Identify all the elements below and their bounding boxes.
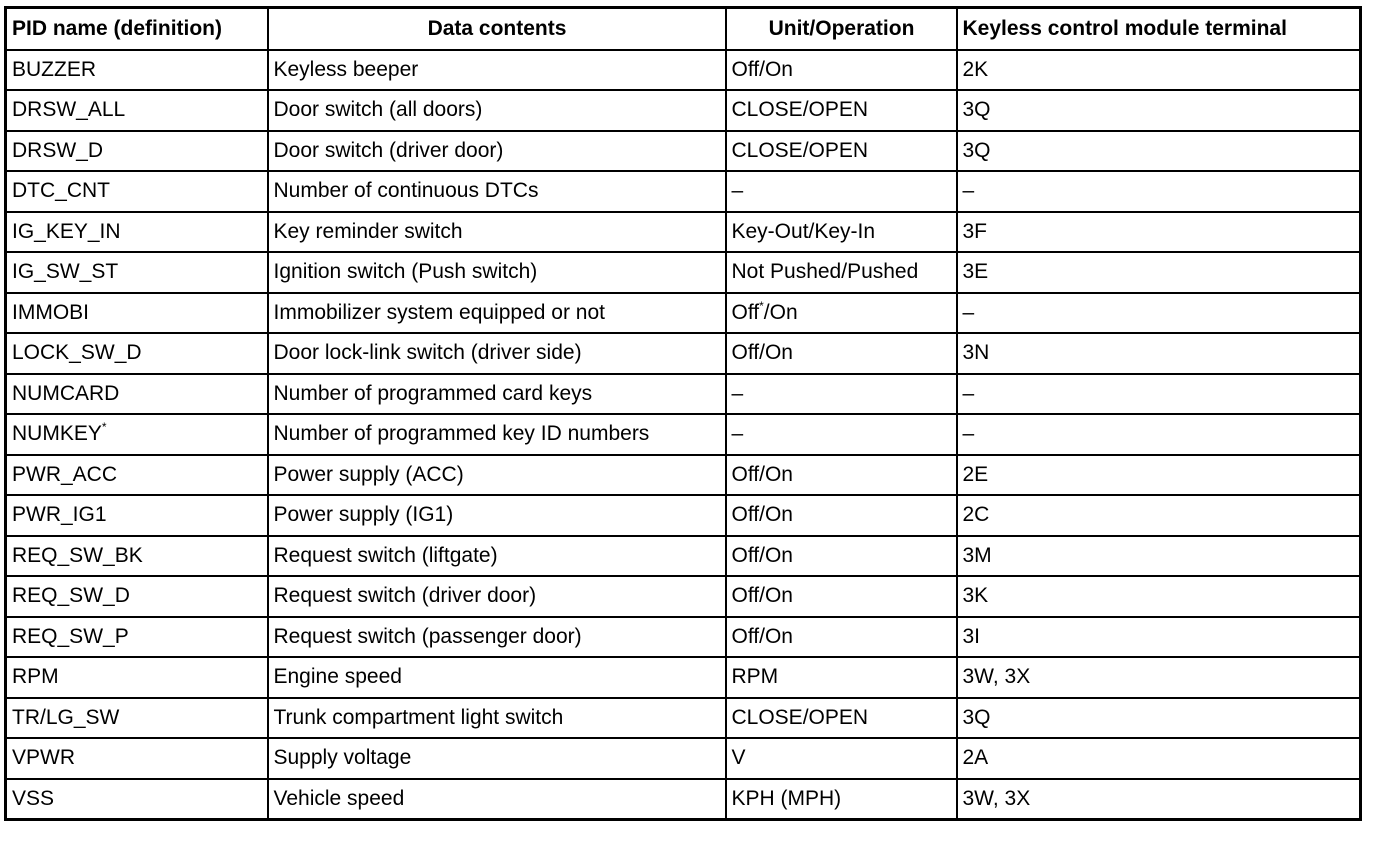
table-row [6, 374, 1361, 415]
pid-name-cell [6, 414, 268, 455]
table-row [6, 698, 1361, 739]
unit-operation-cell [726, 333, 957, 374]
terminal-cell: 2C [957, 495, 1361, 536]
terminal-cell: 2E [957, 455, 1361, 496]
unit-value: – [731, 381, 744, 405]
terminal-cell: 3N [957, 333, 1361, 374]
header-unit-operation: Unit/Operation [726, 8, 957, 50]
table-row [6, 657, 1361, 698]
data-contents-cell: Door switch (driver door) [268, 131, 726, 172]
unit-operation-cell [726, 131, 957, 172]
unit-operation-cell [726, 252, 957, 293]
pid-name: PWR_IG1 [12, 503, 107, 527]
data-contents-cell: Request switch (liftgate) [268, 536, 726, 577]
pid-name: LOCK_SW_D [12, 341, 142, 365]
unit-footnote-mark: * [759, 298, 764, 313]
terminal-cell: 3Q [957, 131, 1361, 172]
data-contents-cell: Door switch (all doors) [268, 90, 726, 131]
pid-name: PWR_ACC [12, 462, 118, 486]
terminal-cell: 3I [957, 617, 1361, 658]
pid-name-cell [6, 657, 268, 698]
data-contents-cell: Engine speed [268, 657, 726, 698]
table-body [6, 50, 1361, 820]
pid-name: TR/LG_SW [12, 705, 120, 729]
data-contents-cell: Request switch (driver door) [268, 576, 726, 617]
unit-operation-cell [726, 50, 957, 91]
pid-table [4, 6, 1362, 821]
unit-value: Off/On [731, 584, 793, 608]
unit-value: – [731, 179, 744, 203]
data-contents-cell: Number of programmed key ID numbers [268, 414, 726, 455]
unit-value: RPM [731, 665, 779, 689]
pid-name-cell [6, 495, 268, 536]
unit-value: KPH (MPH) [731, 786, 842, 810]
terminal-cell: 3M [957, 536, 1361, 577]
terminal-cell: – [957, 171, 1361, 212]
data-contents-cell: Key reminder switch [268, 212, 726, 253]
unit-value: Off [731, 300, 760, 324]
unit-value: – [731, 422, 744, 446]
unit-value: Off/On [731, 57, 793, 81]
unit-value: Not Pushed/Pushed [731, 260, 919, 284]
pid-name-cell [6, 698, 268, 739]
pid-name: IG_KEY_IN [12, 219, 121, 243]
unit-operation-cell [726, 374, 957, 415]
terminal-cell: 2A [957, 738, 1361, 779]
data-contents-cell: Door lock-link switch (driver side) [268, 333, 726, 374]
pid-name: VPWR [12, 746, 75, 770]
header-terminal: Keyless control module terminal [957, 8, 1361, 50]
unit-operation-cell [726, 576, 957, 617]
unit-value: Key-Out/Key-In [731, 219, 876, 243]
pid-name: DTC_CNT [12, 179, 110, 203]
unit-value: Off/On [731, 341, 793, 365]
unit-value: Off/On [731, 624, 793, 648]
pid-name-cell [6, 617, 268, 658]
unit-operation-cell [726, 171, 957, 212]
data-contents-cell: Immobilizer system equipped or not [268, 293, 726, 334]
table-row [6, 738, 1361, 779]
unit-value: Off/On [731, 462, 793, 486]
pid-name-cell [6, 536, 268, 577]
header-pid-name: PID name (definition) [6, 8, 268, 50]
pid-name: RPM [12, 665, 59, 689]
terminal-cell: 3E [957, 252, 1361, 293]
unit-operation-cell [726, 495, 957, 536]
terminal-cell: 3F [957, 212, 1361, 253]
unit-value: Off/On [731, 543, 793, 567]
header-row [6, 8, 1361, 50]
pid-name-cell [6, 333, 268, 374]
pid-name-cell [6, 50, 268, 91]
pid-name-cell [6, 576, 268, 617]
unit-operation-cell [726, 698, 957, 739]
pid-name: NUMKEY [12, 422, 102, 446]
table-row [6, 495, 1361, 536]
unit-value: CLOSE/OPEN [731, 98, 869, 122]
terminal-cell: 2K [957, 50, 1361, 91]
data-contents-cell: Number of continuous DTCs [268, 171, 726, 212]
table-row [6, 779, 1361, 820]
pid-name-cell [6, 293, 268, 334]
unit-operation-cell [726, 212, 957, 253]
pid-name: REQ_SW_BK [12, 543, 143, 567]
pid-name-cell [6, 131, 268, 172]
unit-operation-cell [726, 779, 957, 820]
table-row [6, 617, 1361, 658]
pid-name-cell [6, 738, 268, 779]
table-row [6, 252, 1361, 293]
table-row [6, 576, 1361, 617]
terminal-cell: – [957, 414, 1361, 455]
unit-value: CLOSE/OPEN [731, 705, 869, 729]
table-row [6, 90, 1361, 131]
table-row [6, 212, 1361, 253]
table-row [6, 333, 1361, 374]
pid-name: DRSW_ALL [12, 98, 126, 122]
unit-value-rest: /On [763, 300, 798, 324]
unit-operation-cell [726, 738, 957, 779]
unit-operation-cell [726, 536, 957, 577]
table-header [6, 8, 1361, 50]
pid-name: DRSW_D [12, 138, 104, 162]
unit-operation-cell [726, 414, 957, 455]
data-contents-cell: Power supply (IG1) [268, 495, 726, 536]
data-contents-cell: Keyless beeper [268, 50, 726, 91]
pid-name-cell [6, 212, 268, 253]
terminal-cell: 3Q [957, 698, 1361, 739]
unit-operation-cell [726, 657, 957, 698]
data-contents-cell: Request switch (passenger door) [268, 617, 726, 658]
terminal-cell: 3W, 3X [957, 779, 1361, 820]
data-contents-cell: Number of programmed card keys [268, 374, 726, 415]
unit-operation-cell [726, 455, 957, 496]
pid-name: VSS [12, 786, 55, 810]
terminal-cell: 3K [957, 576, 1361, 617]
pid-name: IMMOBI [12, 300, 89, 324]
unit-value: CLOSE/OPEN [731, 138, 869, 162]
table-row [6, 414, 1361, 455]
terminal-cell: – [957, 374, 1361, 415]
table-row [6, 171, 1361, 212]
unit-operation-cell [726, 617, 957, 658]
pid-name-cell [6, 374, 268, 415]
pid-name: REQ_SW_P [12, 624, 129, 648]
table-row [6, 455, 1361, 496]
pid-name-cell [6, 252, 268, 293]
table-row [6, 293, 1361, 334]
terminal-cell: 3W, 3X [957, 657, 1361, 698]
data-contents-cell: Supply voltage [268, 738, 726, 779]
data-contents-cell: Ignition switch (Push switch) [268, 252, 726, 293]
data-contents-cell: Power supply (ACC) [268, 455, 726, 496]
unit-operation-cell [726, 293, 957, 334]
pid-name-cell [6, 455, 268, 496]
pid-name: BUZZER [12, 57, 96, 81]
data-contents-cell: Trunk compartment light switch [268, 698, 726, 739]
header-data-contents: Data contents [268, 8, 726, 50]
pid-name-cell [6, 171, 268, 212]
pid-name-cell [6, 779, 268, 820]
pid-name: REQ_SW_D [12, 584, 130, 608]
unit-value: Off/On [731, 503, 793, 527]
unit-value: V [731, 746, 746, 770]
unit-operation-cell [726, 90, 957, 131]
terminal-cell: 3Q [957, 90, 1361, 131]
terminal-cell: – [957, 293, 1361, 334]
pid-footnote-mark: * [101, 420, 107, 435]
data-contents-cell: Vehicle speed [268, 779, 726, 820]
pid-name-cell [6, 90, 268, 131]
pid-name: NUMCARD [12, 381, 120, 405]
table-row [6, 536, 1361, 577]
pid-name: IG_SW_ST [12, 260, 119, 284]
table-row [6, 131, 1361, 172]
table-row [6, 50, 1361, 91]
